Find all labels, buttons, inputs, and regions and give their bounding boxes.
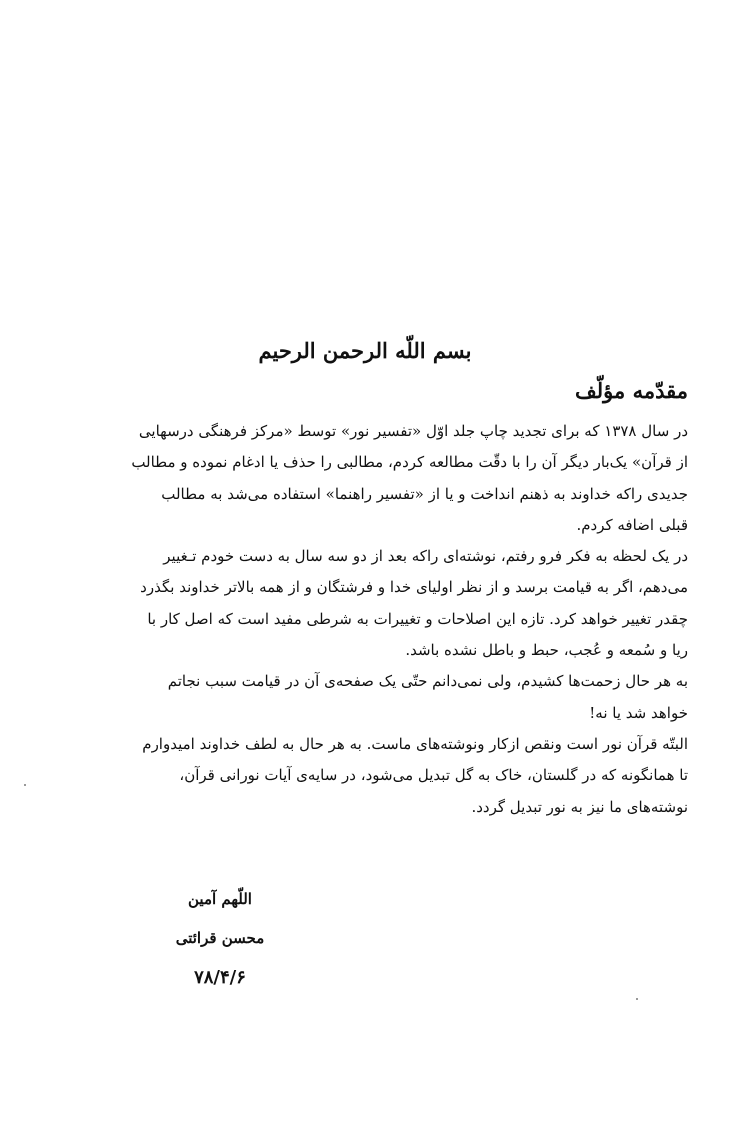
text-line: نوشته‌های ما نیز به نور تبدیل گردد. bbox=[471, 797, 688, 816]
closing-prayer: اللّهم آمین bbox=[188, 890, 252, 908]
text-line: از قرآن» یک‌بار دیگر آن را با دقّت مطالعه کردم، مطالبی را حذف یا ادغام نموده و مطالب bbox=[131, 453, 688, 472]
text-line: تا همانگونه که در گلستان، خاک به گل تبدیل می‌شود، در سایه‌ی آیات نورانی قرآن، bbox=[179, 766, 688, 785]
author-name: محسن قرائتی bbox=[175, 929, 265, 947]
text-line: به هر حال زحمت‌ها کشیدم، ولی نمی‌دانم حتّی یک صفحه‌ی آن در قیامت سبب نجاتم bbox=[167, 672, 688, 691]
text-line: در یک لحظه به فکر فرو رفتم، نوشته‌ای راکه بعد از دو سه سال به دست خودم تـغییر bbox=[163, 547, 688, 566]
page-title: مقدّمه مؤلّف bbox=[575, 378, 688, 403]
scan-speck bbox=[24, 784, 26, 786]
text-line: قبلی اضافه کردم. bbox=[576, 515, 688, 534]
text-line: خواهد شد یا نه! bbox=[589, 703, 688, 722]
scan-speck bbox=[636, 998, 638, 1000]
text-line: البتّه قرآن نور است ونقص ازکار ونوشته‌های ماست. به هر حال به لطف خداوند امیدوارم bbox=[142, 734, 688, 753]
text-line: چقدر تغییر خواهد کرد. تازه این اصلاحات و تغییرات به شرطی مفید است که اصل کار با bbox=[147, 609, 688, 628]
text-line: ریا و سُمعه و عُجب، حبط و باطل نشده باشد. bbox=[405, 641, 688, 660]
basmala: بسم اللّه الرحمن الرحیم bbox=[258, 338, 472, 363]
body-text bbox=[42, 416, 688, 823]
text-line: می‌دهم، اگر به قیامت برسد و از نظر اولیای خدا و فرشتگان و از همه بالاتر خداوند بگذرد bbox=[140, 578, 688, 597]
closing-date: ۷۸/۴/۶ bbox=[194, 967, 246, 988]
closing-block bbox=[160, 880, 280, 997]
text-line: در سال ۱۳۷۸ که برای تجدید چاپ جلد اوّل «تفسیر نور» توسط «مرکز فرهنگی درسهایی bbox=[138, 422, 688, 440]
text-line: جدیدی راکه خداوند به ذهنم انداخت و یا از «تفسیر راهنما» استفاده می‌شد به مطالب bbox=[161, 484, 688, 503]
